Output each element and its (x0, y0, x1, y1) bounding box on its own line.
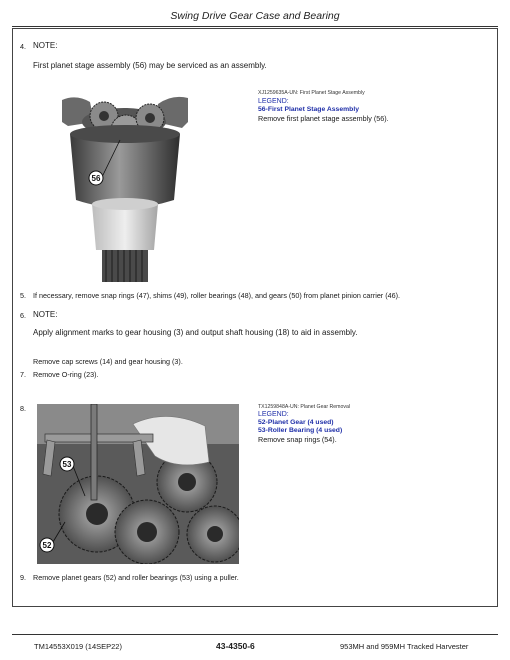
callout-56: 56 (91, 174, 101, 183)
step-8-number: 8. (20, 404, 26, 413)
callout-52: 52 (42, 541, 52, 550)
step-9-text: Remove planet gears (52) and roller bearings (53) using a puller. (33, 573, 239, 582)
step-6-note-label: NOTE: (33, 310, 58, 319)
step-7-number: 7. (20, 370, 26, 379)
step-4-number: 4. (20, 42, 26, 51)
page-header (12, 9, 498, 27)
step-6-number: 6. (20, 311, 26, 320)
first-planet-stage-photo (62, 92, 188, 285)
step-6-sub-text: Remove cap screws (14) and gear housing (3). (33, 357, 183, 366)
footer-machine-name: 953MH and 959MH Tracked Harvester (340, 642, 469, 651)
figure-1-id: XJ1259635A-UN: First Planet Stage Assembly (258, 90, 365, 96)
footer-rule (12, 634, 498, 635)
figure-2-instruction: Remove snap rings (54). (258, 435, 337, 444)
figure-2-legend-item-2: 53-Roller Bearing (4 used) (258, 427, 343, 434)
figure-2-id: TX1259848A-UN: Planet Gear Removal (258, 404, 350, 410)
step-6-note-text: Apply alignment marks to gear housing (3) and output shaft housing (18) to aid in assembly. (33, 328, 358, 337)
figure-1-legend-item: 56-First Planet Stage Assembly (258, 106, 359, 113)
planet-gear-removal-illustration (37, 404, 239, 564)
figure-2-legend-item-1: 52-Planet Gear (4 used) (258, 419, 334, 426)
first-planet-stage-illustration (62, 92, 188, 285)
footer-document-id: TM14553X019 (14SEP22) (34, 642, 122, 651)
step-7-text: Remove O-ring (23). (33, 370, 99, 379)
footer-page-number: 43-4350-6 (216, 641, 255, 651)
planet-gear-removal-photo (37, 404, 239, 564)
step-9-number: 9. (20, 573, 26, 582)
callout-53: 53 (62, 460, 72, 469)
step-5-text: If necessary, remove snap rings (47), shims (49), roller bearings (48), and gears (50) from planet pinion carrier (46). (33, 291, 400, 300)
step-4-note-label: NOTE: (33, 41, 58, 50)
figure-1-instruction: Remove first planet stage assembly (56). (258, 114, 389, 123)
step-4-note-text: First planet stage assembly (56) may be serviced as an assembly. (33, 61, 267, 70)
step-5-number: 5. (20, 291, 26, 300)
figure-2-legend-title: LEGEND: (258, 411, 289, 418)
figure-1-legend-title: LEGEND: (258, 98, 289, 105)
page-title: Swing Drive Gear Case and Bearing (170, 10, 340, 22)
